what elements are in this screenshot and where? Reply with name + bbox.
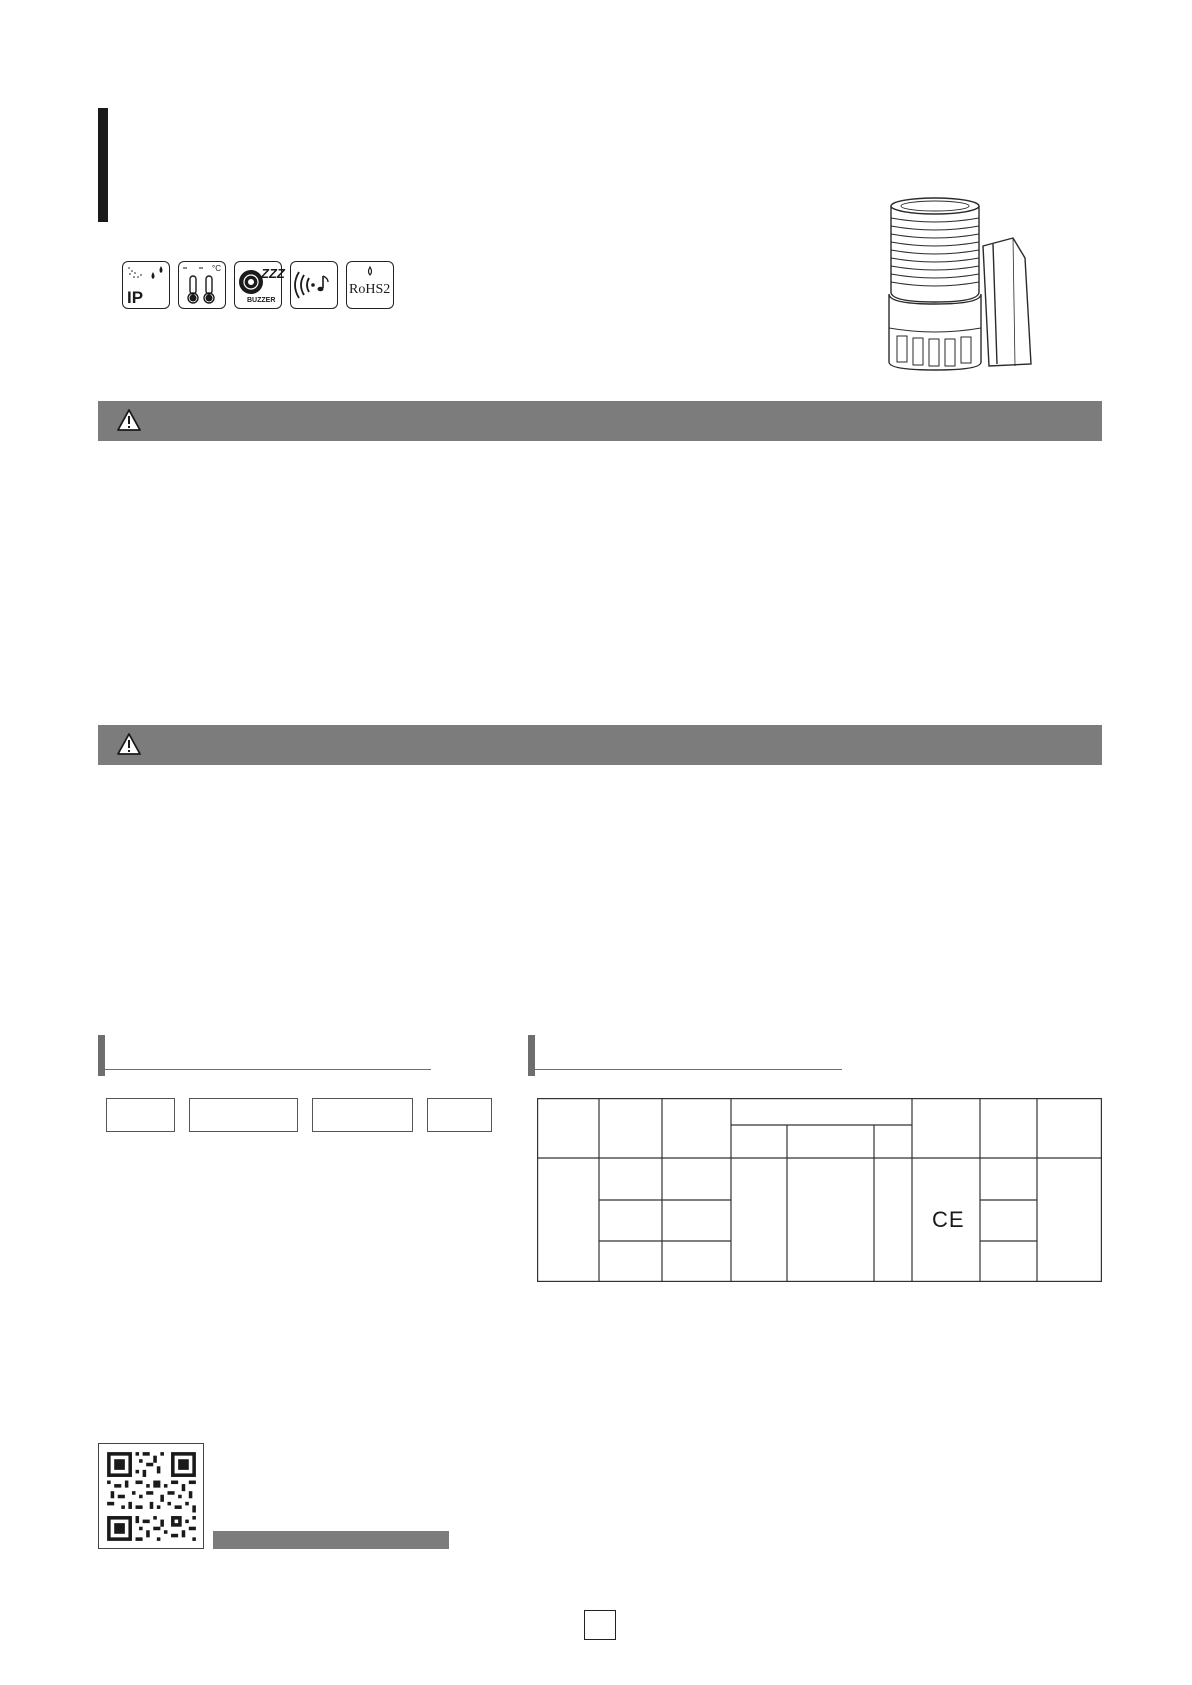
section-rule — [105, 1069, 431, 1070]
qr-code[interactable] — [98, 1443, 204, 1549]
sound-icon — [290, 261, 338, 309]
code-field-1 — [106, 1098, 175, 1132]
celsius-label: °C — [212, 264, 221, 273]
product-illustration — [865, 196, 1065, 371]
page-number-box — [584, 1610, 616, 1640]
temperature-icon — [178, 261, 226, 309]
warning-banner — [98, 401, 1102, 441]
warning-triangle-icon — [116, 408, 142, 432]
ce-mark: CE — [932, 1207, 965, 1232]
qr-code-pattern — [100, 1445, 203, 1548]
ordering-code-heading — [98, 1035, 431, 1076]
buzzer-zzz: ZZZ — [261, 266, 285, 281]
specifications-heading — [528, 1035, 842, 1076]
ip-label: IP — [127, 288, 144, 307]
code-field-2 — [189, 1098, 298, 1132]
section-accent — [528, 1035, 535, 1076]
ip-rating-icon — [122, 261, 170, 309]
section-accent — [98, 1035, 105, 1076]
caution-banner — [98, 725, 1102, 765]
buzzer-label: BUZZER — [247, 297, 276, 304]
qr-caption-bar — [213, 1531, 449, 1549]
section-rule — [535, 1069, 842, 1070]
code-field-4 — [427, 1098, 492, 1132]
warning-triangle-icon — [116, 732, 142, 756]
buzzer-icon — [234, 261, 285, 309]
code-field-3 — [312, 1098, 413, 1132]
title-marker-bar — [98, 108, 108, 222]
specifications-table — [537, 1098, 1102, 1282]
rohs2-label: RoHS2 — [349, 282, 391, 297]
rohs2-icon — [346, 261, 394, 309]
